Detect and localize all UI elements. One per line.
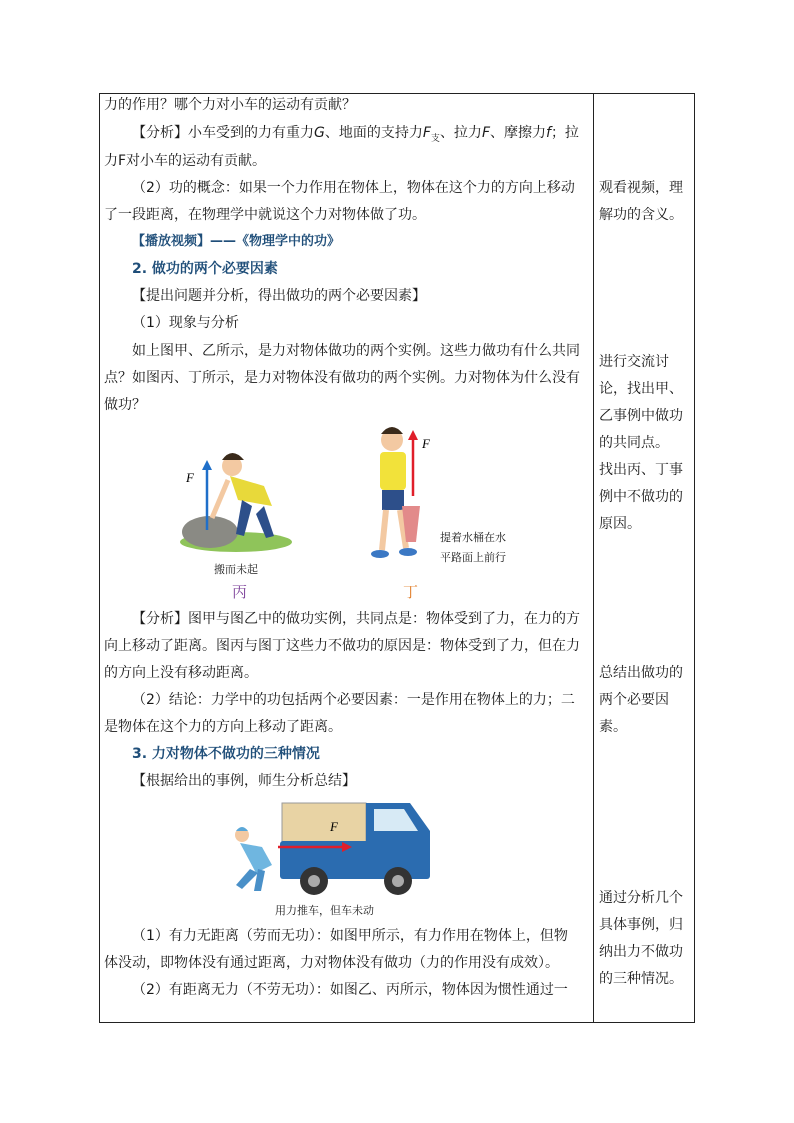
side-text: 观看视频，理	[599, 180, 683, 196]
side-text: 解功的含义。	[599, 207, 683, 223]
truck-cargo	[282, 803, 366, 847]
text-line: （1）现象与分析	[132, 315, 239, 331]
boy-shirt	[230, 476, 272, 506]
figure-label-ding: 丁	[403, 583, 419, 601]
text-line: 体没动，即物体没有通过距离，力对物体没有做功（力的作用没有成效）。	[104, 955, 559, 971]
text-line: （2）结论：力学中的功包括两个必要因素：一是作用在物体上的力；二	[132, 692, 575, 708]
side-text: 总结出做功的	[599, 665, 683, 681]
caption-right-1: 提着水桶在水	[440, 531, 506, 544]
text-line: 力的作用？哪个力对小车的运动有贡献？	[104, 97, 356, 113]
caption-truck: 用力推车，但车未动	[275, 904, 374, 917]
side-text: 原因。	[599, 516, 641, 532]
side-text: 找出丙、丁事	[599, 462, 683, 478]
text-line: 做功？	[104, 397, 146, 413]
side-text: 两个必要因	[599, 692, 669, 708]
side-text: 论，找出甲、	[599, 381, 683, 397]
text-line: 是物体在这个力的方向上移动了距离。	[104, 719, 342, 735]
text-line: 点？如图丙、丁所示，是力对物体没有做功的两个实例。力对物体为什么没有	[104, 370, 580, 386]
text-line: 向上移动了距离。图丙与图丁这些力不做功的原因是：物体受到了力，但在力	[104, 638, 580, 654]
section-heading: 3. 力对物体不做功的三种情况	[132, 746, 320, 762]
force-label: F	[186, 470, 194, 485]
figure-label-bing: 丙	[232, 583, 248, 601]
side-text: 例中不做功的	[599, 489, 683, 505]
force-label: F	[422, 436, 430, 451]
analysis-line: 【分析】小车受到的力有重力G、地面的支持力$F_支$、拉力F、摩擦力f；拉	[132, 125, 579, 144]
column-divider	[593, 93, 594, 1023]
figure-push-truck	[222, 795, 438, 899]
text-line: 【分析】图甲与图乙中的做功实例，共同点是：物体受到了力，在力的方	[132, 611, 580, 627]
boy2-shirt	[380, 452, 406, 490]
rock-shape	[182, 516, 238, 548]
caption-left: 搬而未起	[214, 563, 258, 576]
side-text: 通过分析几个	[599, 890, 683, 906]
text-line: 的方向上没有移动距离。	[104, 665, 258, 681]
side-text: 进行交流讨	[599, 354, 669, 370]
man-body	[240, 843, 272, 873]
caption-right-2: 平路面上前行	[440, 551, 506, 564]
section-heading: 2. 做功的两个必要因素	[132, 261, 278, 277]
text-line: 【根据给出的事例，师生分析总结】	[132, 773, 356, 789]
boy2-shorts	[382, 490, 404, 510]
side-text: 具体事例，归	[599, 917, 683, 933]
force-label: F	[330, 819, 338, 834]
side-text: 素。	[599, 719, 627, 735]
side-text: 的共同点。	[599, 435, 669, 451]
text-line: 如上图甲、乙所示，是力对物体做功的两个实例。这些力做功有什么共同	[132, 343, 580, 359]
text-line: 力F对小车的运动有贡献。	[104, 153, 267, 169]
video-heading: 【播放视频】——《物理学中的功》	[132, 234, 341, 249]
text-line: （2）功的概念：如果一个力作用在物体上，物体在这个力的方向上移动	[132, 180, 575, 196]
side-text: 的三种情况。	[599, 971, 683, 987]
text-line: 【提出问题并分析，得出做功的两个必要因素】	[132, 288, 426, 304]
text-line: （1）有力无距离（劳而无功）：如图甲所示，有力作用在物体上，但物	[132, 928, 568, 944]
side-text: 纳出力不做功	[599, 944, 683, 960]
boy-pants	[236, 500, 274, 538]
text-line: 了一段距离，在物理学中就说这个力对物体做了功。	[104, 207, 426, 223]
side-text: 乙事例中做功	[599, 408, 683, 424]
text-line: （2）有距离无力（不劳无功）：如图乙、丙所示，物体因为惯性通过一	[132, 982, 568, 998]
